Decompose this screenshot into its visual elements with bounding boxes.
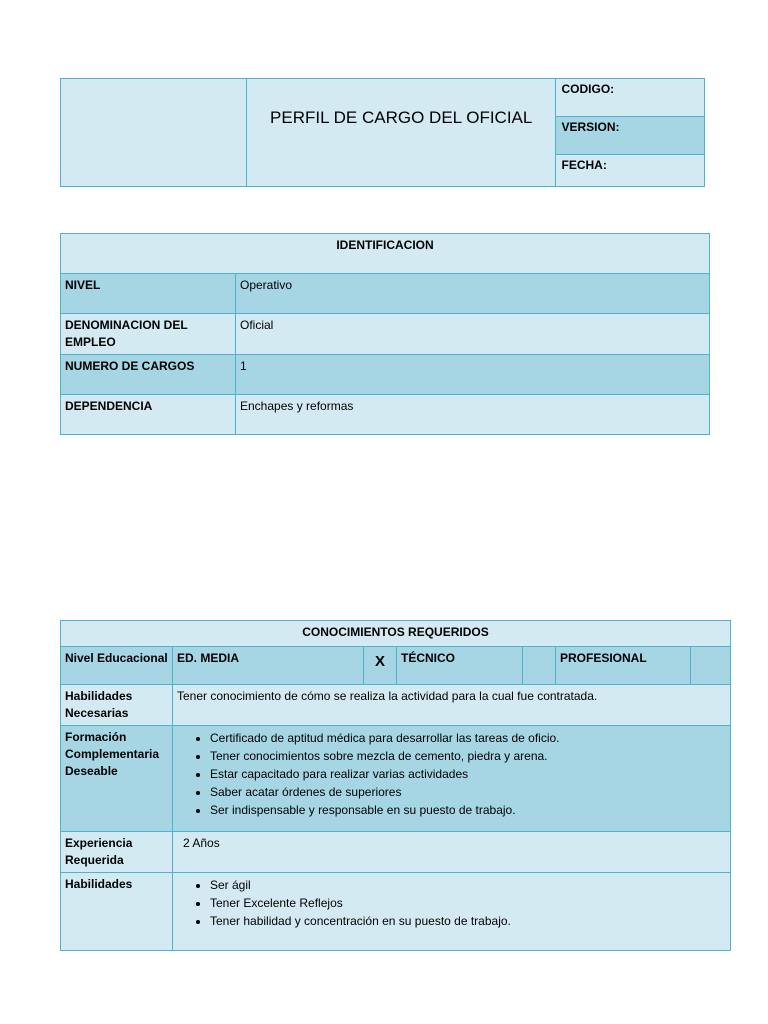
row-label: DENOMINACION DEL EMPLEO bbox=[61, 314, 236, 355]
table-row bbox=[61, 832, 731, 873]
row-label: NIVEL bbox=[61, 274, 236, 314]
row-value: Operativo bbox=[236, 274, 710, 314]
table-row bbox=[61, 314, 710, 355]
list-item: • Tener habilidad y concentración en su puesto de trabajo. bbox=[210, 912, 726, 930]
habilidades-label: Habilidades bbox=[61, 873, 173, 951]
logo-cell bbox=[61, 79, 247, 187]
experiencia-label: Experiencia Requerida bbox=[61, 832, 173, 873]
table-row bbox=[61, 355, 710, 395]
habilidades-list bbox=[177, 876, 726, 930]
list-item: • Ser indispensable y responsable en su puesto de trabajo. bbox=[210, 801, 726, 819]
table-row bbox=[61, 685, 731, 726]
header-table bbox=[60, 78, 705, 187]
habilidades-list-cell bbox=[173, 873, 731, 951]
row-value: Oficial bbox=[236, 314, 710, 355]
list-item: • Saber acatar órdenes de superiores bbox=[210, 783, 726, 801]
row-value: 1 bbox=[236, 355, 710, 395]
habilidades-necesarias-label: Habilidades Necesarias bbox=[61, 685, 173, 726]
codigo-label: CODIGO: bbox=[556, 79, 705, 117]
document-title: PERFIL DE CARGO DEL OFICIAL bbox=[246, 79, 556, 187]
table-row bbox=[61, 873, 731, 951]
row-label: NUMERO DE CARGOS bbox=[61, 355, 236, 395]
list-item: • Tener conocimientos sobre mezcla de cemento, piedra y arena. bbox=[210, 747, 726, 765]
nivel-educacional-label: Nivel Educacional bbox=[61, 647, 173, 685]
conocimientos-heading: CONOCIMIENTOS REQUERIDOS bbox=[61, 621, 731, 647]
list-item: • Tener Excelente Reflejos bbox=[210, 894, 726, 912]
ed-media-option: ED. MEDIA bbox=[173, 647, 364, 685]
identificacion-heading: IDENTIFICACION bbox=[61, 234, 710, 274]
ed-media-mark: X bbox=[364, 647, 397, 685]
row-label: DEPENDENCIA bbox=[61, 395, 236, 435]
profesional-option: PROFESIONAL bbox=[556, 647, 691, 685]
formacion-list bbox=[177, 729, 726, 819]
table-row bbox=[61, 726, 731, 832]
list-item: • Estar capacitado para realizar varias actividades bbox=[210, 765, 726, 783]
identificacion-table bbox=[60, 233, 710, 435]
profesional-mark bbox=[691, 647, 731, 685]
formacion-list-cell bbox=[173, 726, 731, 832]
list-item: • Certificado de aptitud médica para desarrollar las tareas de oficio. bbox=[210, 729, 726, 747]
experiencia-value: 2 Años bbox=[173, 832, 731, 873]
row-value: Enchapes y reformas bbox=[236, 395, 710, 435]
habilidades-necesarias-value: Tener conocimiento de cómo se realiza la actividad para la cual fue contratada. bbox=[173, 685, 731, 726]
conocimientos-table bbox=[60, 620, 731, 951]
tecnico-mark bbox=[523, 647, 556, 685]
formacion-label: Formación Complementaria Deseable bbox=[61, 726, 173, 832]
nivel-educacional-row bbox=[61, 647, 731, 685]
table-row bbox=[61, 395, 710, 435]
tecnico-option: TÉCNICO bbox=[397, 647, 523, 685]
version-label: VERSION: bbox=[556, 117, 705, 155]
table-row bbox=[61, 274, 710, 314]
fecha-label: FECHA: bbox=[556, 155, 705, 187]
list-item: • Ser ágil bbox=[210, 876, 726, 894]
